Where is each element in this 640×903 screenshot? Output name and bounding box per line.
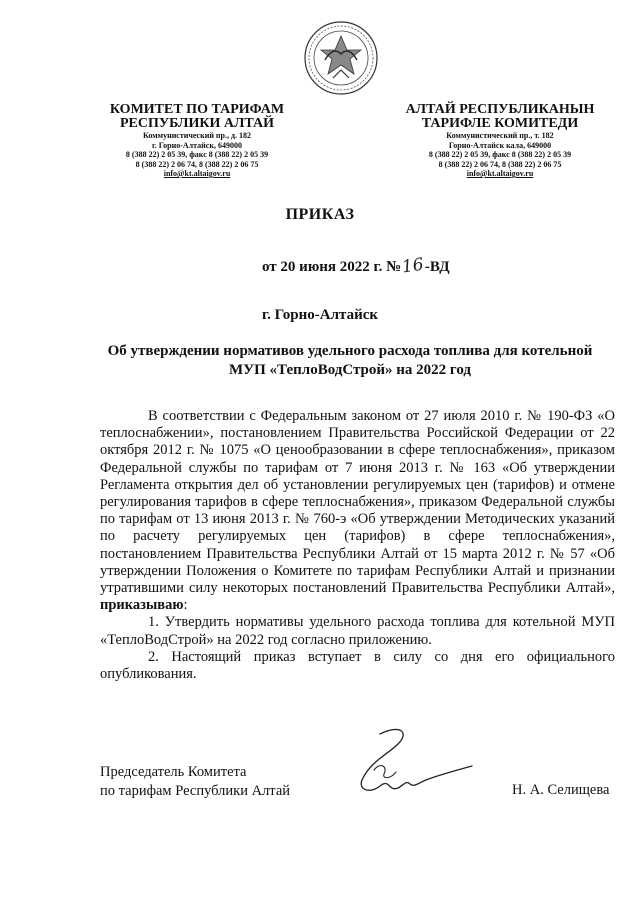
document-title: ПРИКАЗ <box>285 206 355 223</box>
org-name-line1-altai: АЛТАЙ РЕСПУБЛИКАНЫН <box>405 102 595 117</box>
org-phone-line1: 8 (388 22) 2 05 39, факс 8 (388 22) 2 05 39 <box>125 150 269 159</box>
order-number-suffix: -ВД <box>424 259 450 275</box>
org-name-line2-altai: ТАРИФЛЕ КОМИТЕДИ <box>421 116 579 131</box>
signatory-name: Н. А. Селищева <box>512 782 610 798</box>
org-phone-line1-altai: 8 (388 22) 2 05 39, факс 8 (388 22) 2 05 39 <box>428 150 572 159</box>
preamble-paragraph <box>100 408 615 614</box>
org-address-line1: Коммунистический пр., д. 182 <box>142 131 252 140</box>
org-address-line1-altai: Коммунистический пр., т. 182 <box>446 131 554 140</box>
org-address-line2-altai: Горно-Алтайск кала, 649000 <box>448 140 552 150</box>
city-name: г. Горно-Алтайск <box>261 307 379 323</box>
handwritten-signature-icon <box>340 722 480 812</box>
org-phone-line2-altai: 8 (388 22) 2 06 74, 8 (388 22) 2 06 75 <box>438 159 562 169</box>
republic-emblem-icon <box>303 20 379 96</box>
order-item-2: 2. Настоящий приказ вступает в силу со дня его официального опубликования. <box>100 648 615 683</box>
order-colon: : <box>183 597 188 614</box>
signatory-position <box>100 763 290 801</box>
header-right <box>375 103 625 179</box>
order-subject: Об утверждении нормативов удельного расхода топлива для котельной МУП «ТеплоВодСтрой» на 2022 год <box>107 343 593 378</box>
document-body <box>100 408 615 683</box>
org-address-line2: г. Горно-Алтайск, 649000 <box>152 140 242 150</box>
org-phone-line2: 8 (388 22) 2 06 74, 8 (388 22) 2 06 75 <box>135 159 259 169</box>
order-date-number <box>262 256 450 276</box>
org-name-line1: КОМИТЕТ ПО ТАРИФАМ <box>109 102 285 117</box>
header-left <box>72 103 322 179</box>
order-item-1: 1. Утвердить нормативы удельного расхода топлива для котельной МУП «ТеплоВодСтрой» на 2022 год согласно приложению. <box>100 614 615 648</box>
org-email-altai: info@kt.altaigov.ru <box>466 169 534 178</box>
org-email: info@kt.altaigov.ru <box>163 169 231 178</box>
signatory-position-line1: Председатель Комитета <box>100 764 247 780</box>
signatory-position-line2: по тарифам Республики Алтай <box>100 783 291 799</box>
preamble-text: В соответствии с Федеральным законом от 27 июля 2010 г. № 190-ФЗ «О теплоснабжении», постановлением Правительства Российской Федерации от 22 октября 2012 г. № 1075 «О ценообразовании в сфере теплоснабжения», приказом Федеральной службы по тарифам от 7 июня 2013 г. № 163 «Об утверждении Регламента открытия дел об установлении регулируемых цен (тарифов) и отмене регулирования тарифов в сфере теплоснабжения», приказом Федеральной службы по тарифам от 13 июня 2013 г. № 760-э «Об утверждении Методических указаний по расчету регулируемых цен (тарифов) в сфере теплоснабжения», постановлением Правительства Республики Алтай от 15 марта 2012 г. № 57 «Об утверждении Положения о Комитете по тарифам Республики Алтай и признании утратившими силу некоторых постановлений Правительства Республики Алтай», <box>100 408 615 597</box>
order-number-handwritten: 16 <box>400 254 426 278</box>
org-name-line2: РЕСПУБЛИКИ АЛТАЙ <box>119 116 275 131</box>
order-date: от 20 июня 2022 г. № <box>262 259 402 275</box>
order-word: приказываю <box>100 597 184 614</box>
